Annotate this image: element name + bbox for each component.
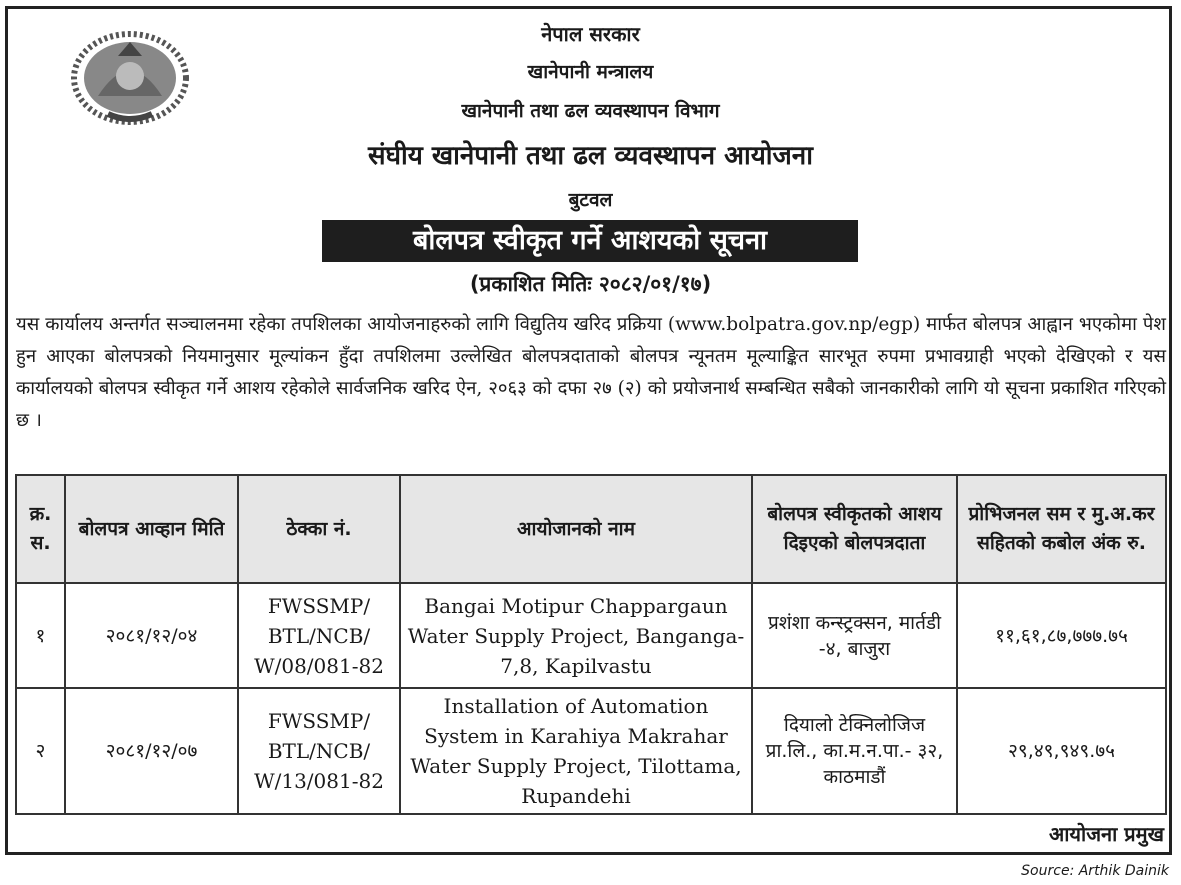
header-department: खानेपानी तथा ढल व्यवस्थापन विभाग [461,100,720,122]
cell-amount: २९,४९,९४९.७५ [957,688,1166,814]
signature: आयोजना प्रमुख [1048,822,1164,846]
table-row [16,688,1166,814]
cell-project: Bangai Motipur Chappargaun Water Supply Project, Banganga-7,8, Kapilvastu [400,583,752,688]
header-ministry: खानेपानी मन्त्रालय [527,61,654,83]
notice-title: बोलपत्र स्वीकृत गर्ने आशयको सूचना [322,220,858,262]
cell-project: Installation of Automation System in Karahiya Makrahar Water Supply Project, Tilottama, Rupandehi [400,688,752,814]
col-contract: ठेक्का नं. [238,475,400,583]
cell-bidder: प्रशंशा कन्स्ट्रक्सन, मार्तडी -४, बाजुरा [752,583,957,688]
table-row [16,583,1166,688]
source-credit: Source: Arthik Dainik [1021,863,1169,879]
cell-amount: ११,६१,८७,७७७.७५ [957,583,1166,688]
cell-contract: FWSSMP/ BTL/NCB/ W/08/081-82 [238,583,400,688]
notice-body: यस कार्यालय अन्तर्गत सञ्चालनमा रहेका तपशिलका आयोजनाहरुको लागि विद्युतिय खरिद प्रक्रिया (www.bolpatra.gov.np/egp) मार्फत बोलपत्र आह्वान भएकोमा पेश हुन आएका बोलपत्रको नियमानुसार मूल्यांकन हुँदा तपशिलमा उल्लेखित बोलपत्रदाताको बोलपत्र न्यूनतम मूल्याङ्कित सारभूत रुपमा प्रभावग्राही भएको देखिएको र यस कार्यालयको बोलपत्र स्वीकृत गर्ने आशय रहेकोले सार्वजनिक खरिद ऐन, २०६३ को दफा २७ (२) को प्रयोजनार्थ सम्बन्धित सबैको जानकारीको लागि यो सूचना प्रकाशित गरिएको छ । [16,314,1166,431]
cell-sn: १ [16,583,65,688]
header-location: बुटवल [568,189,613,211]
col-sn: क्र. स. [16,475,65,583]
cell-bidder: दियालो टेक्निलोजिज प्रा.लि., का.म.न.पा.- ३२, काठमाडौं [752,688,957,814]
col-date: बोलपत्र आव्हान मिति [65,475,238,583]
col-bidder: बोलपत्र स्वीकृतको आशय दिइएको बोलपत्रदाता [752,475,957,583]
cell-sn: २ [16,688,65,814]
table-header-row [16,475,1166,583]
col-project: आयोजानको नाम [400,475,752,583]
cell-date: २०८१/१२/०४ [65,583,238,688]
header-government: नेपाल सरकार [541,22,640,46]
cell-contract: FWSSMP/ BTL/NCB/ W/13/081-82 [238,688,400,814]
cell-date: २०८१/१२/०७ [65,688,238,814]
bid-table [15,474,1167,815]
col-amount: प्रोभिजनल सम र मु.अ.कर सहितको कबोल अंक रु. [957,475,1166,583]
header-project: संघीय खानेपानी तथा ढल व्यवस्थापन आयोजना [368,141,813,171]
published-date: (प्रकाशित मितिः २०८२/०१/१७) [469,272,712,296]
